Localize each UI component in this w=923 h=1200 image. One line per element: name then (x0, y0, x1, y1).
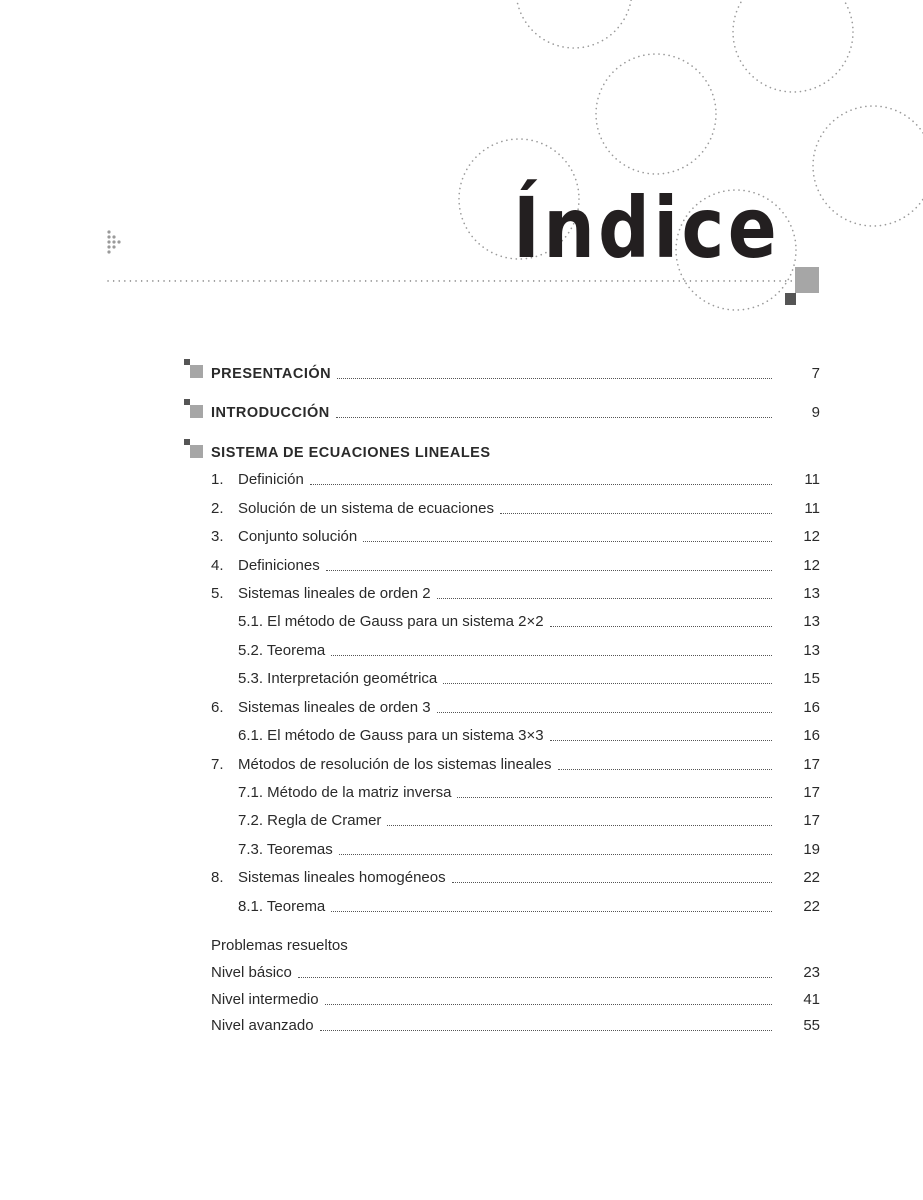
dot-leader (387, 824, 772, 826)
toc-entry-number: 1. (211, 471, 224, 488)
dot-leader (310, 483, 772, 485)
toc-page-number: 13 (803, 585, 820, 602)
dot-leader (550, 739, 772, 741)
toc-problems-entry[interactable] (211, 990, 820, 1010)
problems-heading (211, 936, 778, 956)
dot-leader (320, 1029, 772, 1031)
toc-label: Definición (238, 471, 304, 488)
toc-subentry[interactable] (238, 811, 820, 831)
toc-page-number: 22 (803, 898, 820, 915)
toc-entry[interactable] (211, 556, 820, 576)
toc-page-number: 22 (803, 869, 820, 886)
toc-subentry[interactable] (238, 840, 820, 860)
toc-page-number: 13 (803, 613, 820, 630)
toc-entry[interactable] (211, 527, 820, 547)
page-title: Índice (513, 179, 781, 277)
dot-leader (325, 1003, 772, 1005)
dot-leader (437, 711, 772, 713)
toc-page-number: 55 (803, 1017, 820, 1034)
toc-page-number: 9 (811, 404, 820, 421)
dot-leader (331, 654, 772, 656)
arrow-dots-icon (107, 230, 120, 253)
toc-label: 8.1. Teorema (238, 898, 326, 915)
square-light-icon (795, 267, 819, 293)
toc-page-number: 15 (803, 670, 820, 687)
toc-label: Problemas resueltos (211, 937, 348, 954)
toc-entry[interactable] (211, 698, 820, 718)
toc-entry-number: 5. (211, 585, 224, 602)
section-bullet-icon (184, 399, 206, 421)
dotted-circle (733, 0, 853, 92)
toc-label: 6.1. El método de Gauss para un sistema 3×3 (238, 727, 544, 744)
dotted-circle (516, 0, 632, 48)
toc-page-number: 13 (803, 642, 820, 659)
toc-section-presentacion[interactable] (211, 364, 820, 384)
dot-leader (337, 377, 772, 379)
toc-label: SISTEMA DE ECUACIONES LINEALES (211, 445, 491, 461)
toc-subentry[interactable] (238, 726, 820, 746)
toc-entry-number: 2. (211, 500, 224, 517)
toc-page-number: 23 (803, 964, 820, 981)
toc-entry-number: 4. (211, 557, 224, 574)
toc-label: 5.1. El método de Gauss para un sistema 2×2 (238, 613, 544, 630)
dot-leader (336, 416, 772, 418)
toc-label: PRESENTACIÓN (211, 366, 332, 382)
toc-label: Sistemas lineales de orden 3 (238, 699, 431, 716)
dotted-circle (596, 54, 716, 174)
toc-subentry[interactable] (238, 669, 820, 689)
toc-entry[interactable] (211, 499, 820, 519)
toc-page-number: 16 (803, 727, 820, 744)
dot-leader (326, 569, 772, 571)
dot-leader (457, 796, 772, 798)
section-bullet-icon (184, 439, 206, 461)
toc-page-number: 7 (811, 365, 820, 382)
dot-leader (443, 682, 772, 684)
toc-page-number: 19 (803, 841, 820, 858)
toc-label: Sistemas lineales de orden 2 (238, 585, 431, 602)
dot-leader (452, 881, 772, 883)
toc-section-sistema[interactable] (211, 443, 778, 463)
toc-label: Sistemas lineales homogéneos (238, 869, 446, 886)
dot-leader (339, 853, 772, 855)
toc-page-number: 12 (803, 557, 820, 574)
toc-entry[interactable] (211, 868, 820, 888)
toc-entry-number: 6. (211, 699, 224, 716)
toc-label: 5.2. Teorema (238, 642, 326, 659)
toc-page-number: 41 (803, 991, 820, 1008)
toc-label: 7.3. Teoremas (238, 841, 333, 858)
dot-leader (550, 625, 772, 627)
toc-page-number: 17 (803, 812, 820, 829)
dotted-circle (813, 106, 923, 226)
toc-subentry[interactable] (238, 897, 820, 917)
toc-page-number: 16 (803, 699, 820, 716)
toc-page-number: 12 (803, 528, 820, 545)
toc-entry[interactable] (211, 755, 820, 775)
toc-label: 7.1. Método de la matriz inversa (238, 784, 452, 801)
toc-label: Nivel avanzado (211, 1017, 314, 1034)
toc-entry[interactable] (211, 470, 820, 490)
toc-page-number: 17 (803, 784, 820, 801)
dot-leader (437, 597, 772, 599)
toc-section-introduccion[interactable] (211, 403, 820, 423)
toc-subentry[interactable] (238, 641, 820, 661)
square-dark-icon (785, 293, 796, 305)
toc-problems-entry[interactable] (211, 963, 820, 983)
toc-label: Nivel intermedio (211, 991, 319, 1008)
toc-page-number: 17 (803, 756, 820, 773)
toc-entry-number: 7. (211, 756, 224, 773)
dot-leader (331, 910, 772, 912)
toc-label: Definiciones (238, 557, 320, 574)
toc-label: 7.2. Regla de Cramer (238, 812, 382, 829)
toc-label: Nivel básico (211, 964, 292, 981)
toc-subentry[interactable] (238, 783, 820, 803)
toc-page-number: 11 (804, 500, 820, 517)
dot-leader (298, 976, 772, 978)
dot-leader (558, 768, 773, 770)
toc-label: INTRODUCCIÓN (211, 405, 330, 421)
toc-entry-number: 8. (211, 869, 224, 886)
toc-subentry[interactable] (238, 612, 820, 632)
toc-label: Conjunto solución (238, 528, 358, 545)
toc-label: 5.3. Interpretación geométrica (238, 670, 438, 687)
toc-entry[interactable] (211, 584, 820, 604)
toc-label: Métodos de resolución de los sistemas lineales (238, 756, 552, 773)
toc-label: Solución de un sistema de ecuaciones (238, 500, 494, 517)
dot-leader (500, 512, 772, 514)
toc-problems-entry[interactable] (211, 1016, 820, 1036)
toc-page-number: 11 (804, 471, 820, 488)
toc-entry-number: 3. (211, 528, 224, 545)
section-bullet-icon (184, 359, 206, 381)
dot-leader (363, 540, 772, 542)
